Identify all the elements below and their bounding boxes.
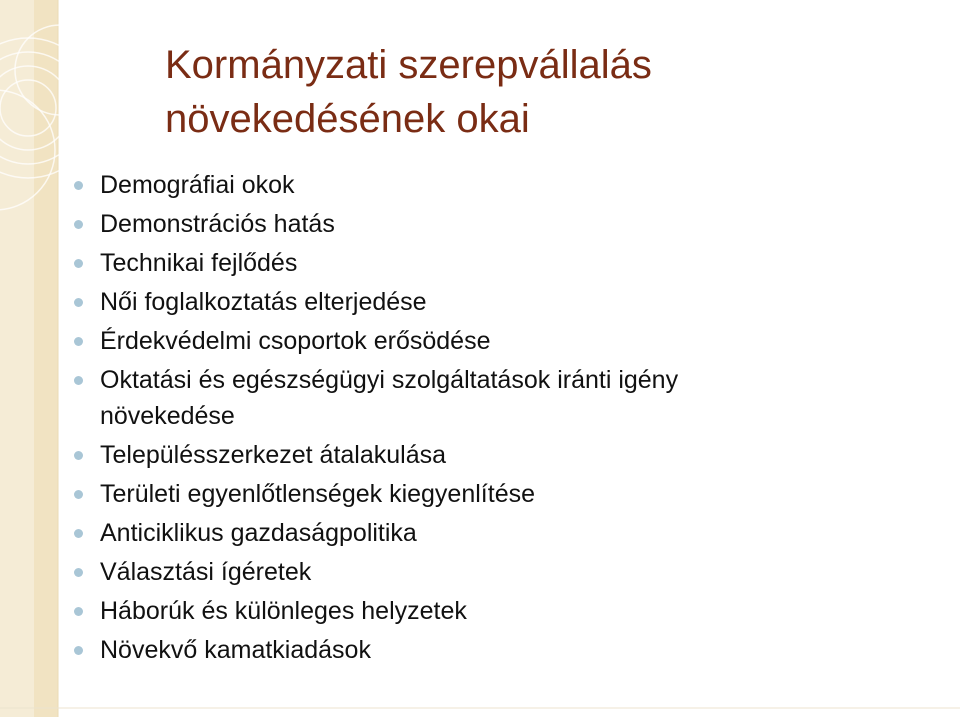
list-item <box>70 206 790 242</box>
list-item <box>70 167 790 203</box>
bullet-dot-icon <box>74 376 83 385</box>
bullet-list <box>70 167 790 671</box>
bullet-text: Oktatási és egészségügyi szolgáltatások iránti igény növekedése <box>100 366 679 430</box>
bullet-dot-icon <box>74 490 83 499</box>
bullet-text: Női foglalkoztatás elterjedése <box>100 288 427 316</box>
bullet-text: Demonstrációs hatás <box>100 210 335 238</box>
bullet-dot-icon <box>74 298 83 307</box>
bullet-text: Választási ígéretek <box>100 558 312 586</box>
bullet-text: Területi egyenlőtlenségek kiegyenlítése <box>100 480 535 508</box>
bullet-text: Településszerkezet átalakulása <box>100 441 447 469</box>
bullet-text: Háborúk és különleges helyzetek <box>100 597 467 625</box>
list-item <box>70 245 790 281</box>
bullet-dot-icon <box>74 529 83 538</box>
list-item <box>70 437 790 473</box>
bullet-dot-icon <box>74 337 83 346</box>
bullet-dot-icon <box>74 646 83 655</box>
bullet-dot-icon <box>74 259 83 268</box>
list-item <box>70 593 790 629</box>
list-item <box>70 323 790 359</box>
side-band-outer <box>0 0 34 717</box>
bullet-dot-icon <box>74 451 83 460</box>
bullet-text: Technikai fejlődés <box>100 249 298 277</box>
bullet-dot-icon <box>74 568 83 577</box>
slide-title: Kormányzati szerepvállalás növekedésének okai <box>165 43 652 141</box>
bullet-dot-icon <box>74 220 83 229</box>
bullet-text: Növekvő kamatkiadások <box>100 636 371 664</box>
list-item <box>70 632 790 668</box>
bullet-dot-icon <box>74 181 83 190</box>
bullet-text: Anticiklikus gazdaságpolitika <box>100 519 417 547</box>
bullet-dot-icon <box>74 607 83 616</box>
bullet-text: Érdekvédelmi csoportok erősödése <box>100 327 491 355</box>
bullet-text: Demográfiai okok <box>100 171 295 199</box>
list-item <box>70 476 790 512</box>
list-item <box>70 362 790 434</box>
list-item <box>70 284 790 320</box>
list-item <box>70 515 790 551</box>
list-item <box>70 554 790 590</box>
